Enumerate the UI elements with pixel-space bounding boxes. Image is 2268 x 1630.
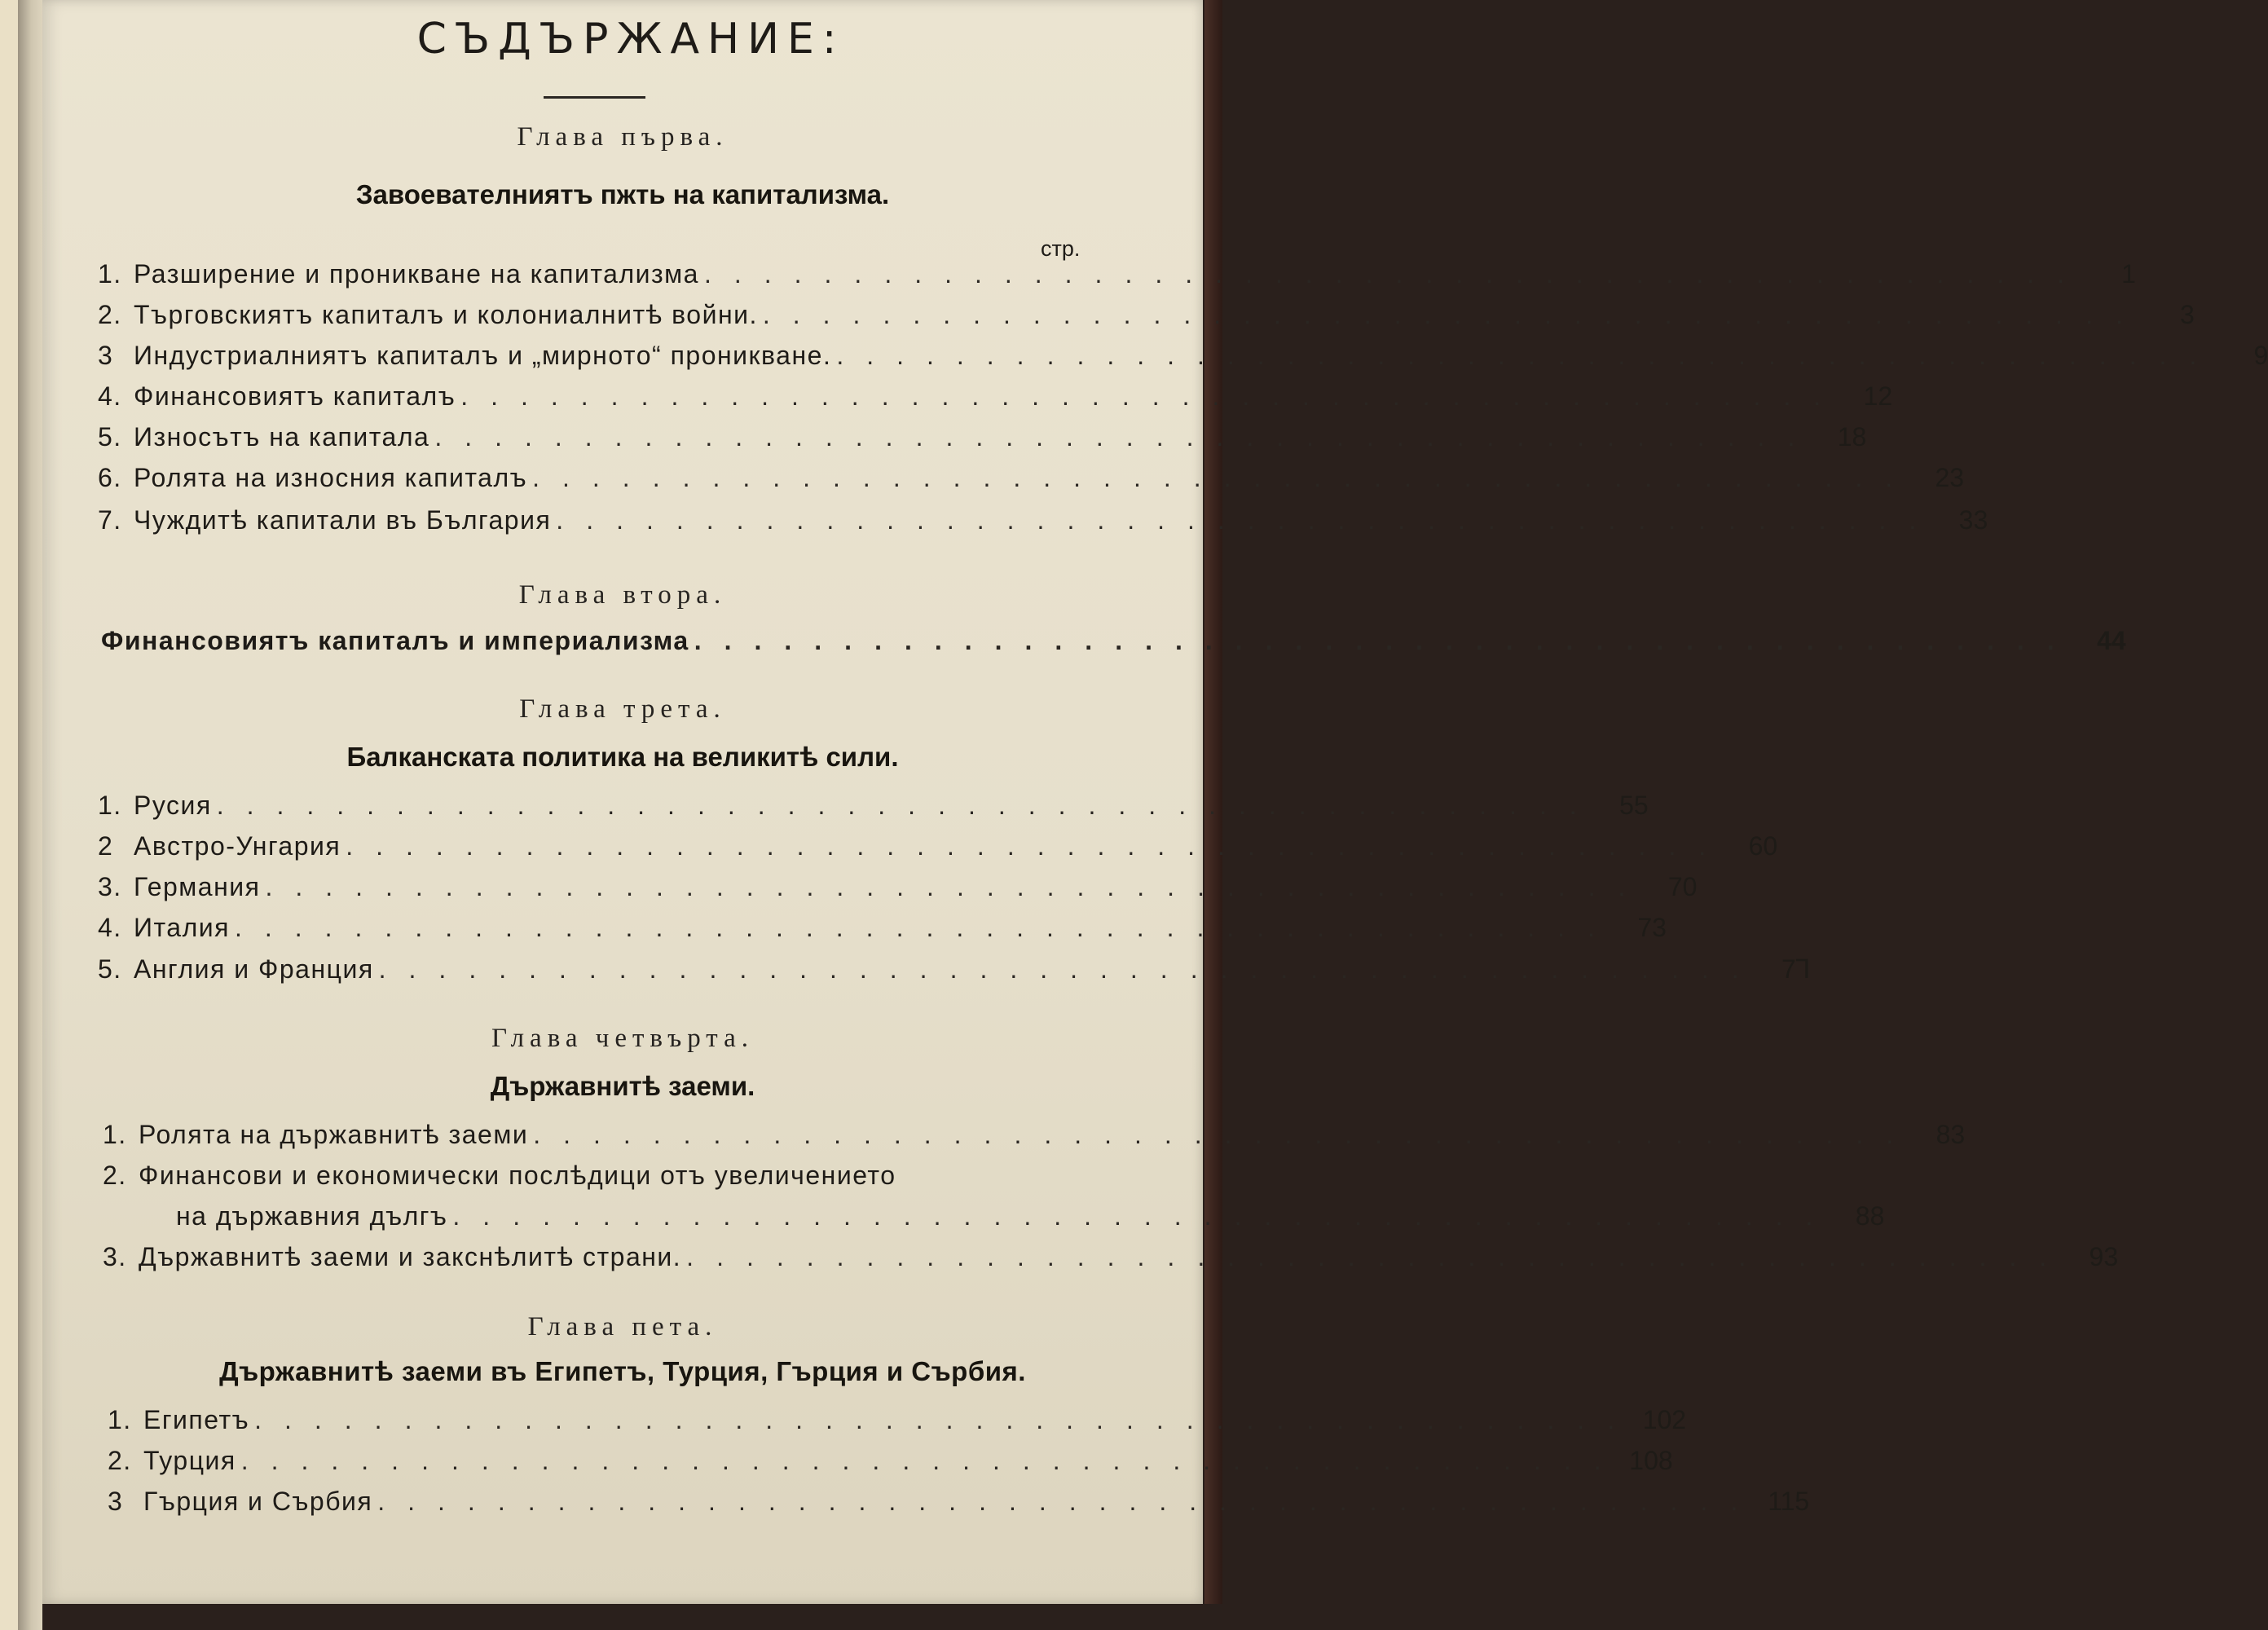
entry-page: 9 [2253, 341, 2268, 370]
entry-page: 73 [1637, 913, 1667, 942]
entry-title: Египетъ [143, 1405, 250, 1434]
entry-page: 115 [1768, 1487, 1810, 1516]
toc-entry-line-2[interactable] [176, 1201, 1885, 1236]
entry-title: Търговскиятъ капиталъ и колониалнитѣ войни. [134, 300, 758, 329]
entry-number: 7. [98, 505, 122, 535]
entry-title: Финансовиятъ капиталъ [134, 381, 456, 411]
dot-leader: .............................................. [460, 381, 1844, 411]
toc-entry[interactable] [103, 1242, 2119, 1276]
toc-entry[interactable] [98, 259, 2136, 293]
chapter-3-label: Глава трета. [519, 694, 726, 724]
entry-number: 4. [98, 913, 122, 942]
entry-title: Ролята на държавнитѣ заеми [139, 1120, 529, 1149]
entry-number: 2 [98, 831, 114, 861]
entry-page: 93 [2089, 1242, 2119, 1271]
entry-title: Италия [134, 913, 230, 942]
entry-title: Англия и Франция [134, 954, 374, 984]
entry-page: 102 [1642, 1405, 1687, 1434]
entry-page: 70 [1667, 872, 1698, 901]
toc-entry[interactable] [98, 341, 2268, 375]
page-bottom-shadow [42, 1604, 1222, 1630]
dot-leader: .............................................. [836, 341, 2220, 370]
dot-leader: .............................................. [234, 913, 1618, 942]
entry-number: 3. [98, 872, 122, 901]
dot-leader: .............................................. [434, 422, 1818, 452]
chapter-1-heading: Завоевателниятъ пжть на капитализма. [355, 179, 890, 209]
dot-leader: .............................................. [265, 872, 1649, 901]
dot-leader: .............................................. [703, 259, 2087, 289]
chapter-3-heading: Балканската политика на великитѣ сили. [346, 742, 899, 772]
entry-page: 88 [1855, 1201, 1885, 1231]
entry-title: Русия [134, 791, 212, 820]
entry-number: 6. [98, 463, 122, 492]
chapter-1-label: Глава първа. [517, 122, 729, 152]
chapter-5-heading: Държавнитѣ заеми въ Египетъ, Турция, Гърция и Сърбия. [219, 1356, 1026, 1386]
toc-entry[interactable] [98, 913, 1667, 947]
entry-page: 12 [1863, 381, 1893, 411]
toc-page [42, 0, 2268, 1604]
page-column-label: стр. [1041, 236, 1081, 261]
entry-number: 3. [103, 1242, 127, 1271]
entry-title: Чуждитѣ капитали въ България [134, 505, 552, 535]
dot-leader: .............................................. [452, 1201, 1836, 1231]
toc-entry[interactable] [98, 381, 1893, 416]
entry-page: 60 [1748, 831, 1778, 861]
entry-page: 44 [2097, 626, 2126, 655]
entry-title: Индустриалниятъ капиталъ и „мирното“ проникване. [134, 341, 832, 370]
toc-entry[interactable] [98, 791, 1649, 825]
page-title: СЪДЪРЖАНИЕ: [416, 15, 845, 64]
adjacent-page-edge [0, 0, 18, 1630]
toc-entry[interactable] [101, 626, 2126, 660]
entry-title: Финансовиятъ капиталъ и империализма [101, 626, 689, 655]
toc-entry[interactable] [98, 300, 2195, 334]
toc-entry[interactable] [98, 463, 1965, 497]
chapter-5-label: Глава пета. [527, 1312, 718, 1341]
entry-title: Разширение и проникване на капитализма [134, 259, 699, 289]
dot-leader: .............................................. [216, 791, 1600, 820]
toc-entry[interactable] [98, 505, 1988, 540]
entry-number: 1. [98, 259, 122, 289]
chapter-2-label: Глава втора. [518, 580, 727, 610]
toc-entry[interactable] [108, 1446, 1673, 1480]
dot-leader: .............................................. [686, 1242, 2070, 1271]
entry-title: Гърция и Сърбия [143, 1487, 373, 1516]
entry-number: 5. [98, 422, 122, 452]
toc-entry[interactable] [98, 872, 1698, 906]
title-divider [544, 96, 645, 99]
entry-number: 1. [103, 1120, 127, 1149]
entry-page: 23 [1935, 463, 1965, 492]
dot-leader: .............................................. [762, 300, 2146, 329]
entry-number: 3 [108, 1487, 124, 1516]
toc-entry-line-1[interactable] [103, 1161, 1138, 1195]
dot-leader: .............................................. [378, 954, 1762, 984]
entry-page: 3 [2180, 300, 2195, 329]
entry-page: 83 [1936, 1120, 1966, 1149]
dot-leader: .............................................. [533, 1120, 1917, 1149]
toc-entry[interactable] [108, 1405, 1687, 1439]
entry-number: 2. [108, 1446, 132, 1475]
entry-title: Австро-Унгария [134, 831, 341, 861]
toc-entry[interactable] [98, 954, 1811, 988]
entry-number: 1. [98, 791, 122, 820]
entry-title: Германия [134, 872, 261, 901]
entry-title: Износътъ на капитала [134, 422, 430, 452]
entry-number: 1. [108, 1405, 132, 1434]
dot-leader: .............................................. [532, 463, 1916, 492]
entry-number: 2. [98, 300, 122, 329]
entry-number: 5. [98, 954, 122, 984]
entry-title: Държавнитѣ заеми и закснѣлитѣ страни. [139, 1242, 682, 1271]
toc-entry[interactable] [108, 1487, 1810, 1521]
entry-page: 1 [2121, 259, 2136, 289]
entry-number: 2. [103, 1161, 127, 1190]
dot-leader: .............................................. [377, 1487, 1761, 1516]
entry-page: 18 [1837, 422, 1867, 452]
entry-page: 33 [1958, 505, 1988, 535]
dot-leader: .............................................. [694, 626, 2077, 655]
dot-leader: .............................................. [254, 1405, 1638, 1434]
chapter-4-label: Глава четвърта. [491, 1024, 755, 1053]
entry-page: 55 [1619, 791, 1649, 820]
entry-number: 4. [98, 381, 122, 411]
chapter-4-heading: Държавнитѣ заеми. [490, 1071, 755, 1101]
toc-entry[interactable] [98, 831, 1778, 866]
entry-title: Ролята на износния капиталъ [134, 463, 528, 492]
toc-entry[interactable] [98, 422, 1867, 456]
dot-leader: .............................................. [556, 505, 1940, 535]
entry-title-continued: на държавния дългъ [176, 1201, 448, 1231]
toc-entry[interactable] [103, 1120, 1966, 1154]
entry-number: 3 [98, 341, 114, 370]
dot-leader: .............................................. [346, 831, 1729, 861]
entry-title: Турция [143, 1446, 236, 1475]
entry-title: Финансови и економически послѣдици отъ увеличението [139, 1161, 896, 1190]
entry-page: 7Ꞁ [1781, 954, 1811, 984]
book-gutter [18, 0, 42, 1630]
entry-page: 108 [1629, 1446, 1673, 1475]
dot-leader: .............................................. [240, 1446, 1624, 1475]
